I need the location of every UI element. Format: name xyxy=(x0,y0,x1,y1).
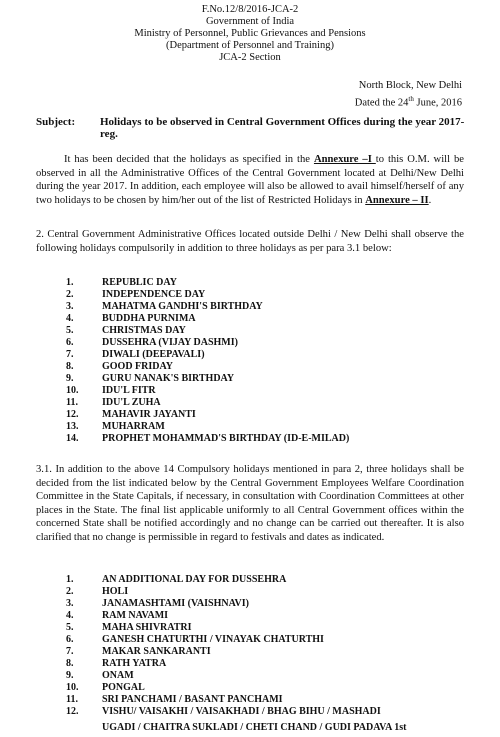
place-line: North Block, New Delhi xyxy=(358,80,462,91)
annexure-2-link: Annexure – II xyxy=(365,194,429,206)
holiday-number: 3. xyxy=(66,301,74,312)
holiday-name: GURU NANAK'S BIRTHDAY xyxy=(102,373,235,384)
holiday-name: IDU'L FITR xyxy=(102,385,156,396)
holiday-number: 11. xyxy=(66,694,78,705)
holiday-name: REPUBLIC DAY xyxy=(102,277,177,288)
holiday-name: MAKAR SANKARANTI xyxy=(102,646,211,657)
holiday-number: 3. xyxy=(66,598,74,609)
holiday-name: INDEPENDENCE DAY xyxy=(102,289,206,300)
holiday-name: AN ADDITIONAL DAY FOR DUSSEHRA xyxy=(102,574,287,585)
holiday-item xyxy=(66,421,349,433)
paragraph-1: It has been decided that the holidays as specified in the Annexure –I to this O.M. will be observed in all the Administrative Offices of the Central Government located at Delhi/New Delhi during the year 2017. In addition, each employee will also be allowed to avail himself/herself of any two holidays to be chosen by him/her out of the list of Restricted Holidays in Annexure – II. xyxy=(36,154,464,206)
holiday-item xyxy=(66,622,381,634)
government-line: Government of India xyxy=(205,16,295,27)
holiday-name: SRI PANCHAMI / BASANT PANCHAMI xyxy=(102,694,283,705)
holiday-number: 2. xyxy=(66,289,74,300)
holiday-number: 4. xyxy=(66,610,74,621)
holiday-item xyxy=(66,658,381,670)
holiday-name: RAM NAVAMI xyxy=(102,610,169,621)
holiday-item xyxy=(66,682,381,694)
holiday-item xyxy=(66,670,381,682)
holiday-number: 8. xyxy=(66,658,74,669)
paragraph-3-1: 3.1. In addition to the above 14 Compulsory holidays mentioned in para 2, three holidays shall be decided from the list indicated below by the Central Government Employees Welfare Coordination Committee in the State Capitals, if necessary, in consultation with Coordination Committees at other places in the State. The final list applicable uniformly to all Central Government offices within the concerned State shall be notified accordingly and no change can be carried out thereafter. It is also clarified that no change is permissible in regard to festivals and dates as indicated. xyxy=(36,464,464,543)
holiday-number: 6. xyxy=(66,337,74,348)
holiday-number: 6. xyxy=(66,634,74,645)
holiday-item xyxy=(66,397,349,409)
holiday-item xyxy=(66,586,381,598)
holiday-name: JANAMASHTAMI (VAISHNAVI) xyxy=(102,598,249,609)
holiday-number: 8. xyxy=(66,361,74,372)
holiday-number: 1. xyxy=(66,277,74,288)
holiday-item xyxy=(66,706,381,718)
holiday-number: 14. xyxy=(66,433,79,444)
holiday-name: GOOD FRIDAY xyxy=(102,361,174,372)
holiday-number: 12. xyxy=(66,409,79,420)
holiday-item xyxy=(66,337,349,349)
holiday-number: 12. xyxy=(66,706,79,717)
holiday-number: 10. xyxy=(66,682,79,693)
holiday-item xyxy=(66,349,349,361)
holiday-item xyxy=(66,361,349,373)
holiday-name: PROPHET MOHAMMAD'S BIRTHDAY (ID-E-MILAD) xyxy=(102,433,350,444)
holiday-item xyxy=(66,574,381,586)
holiday-item xyxy=(66,301,349,313)
holiday-item xyxy=(66,409,349,421)
holiday-name: DIWALI (DEEPAVALI) xyxy=(102,349,205,360)
date-line: Dated the 24th June, 2016 xyxy=(354,95,462,109)
holiday-item xyxy=(66,313,349,325)
compulsory-holiday-list xyxy=(66,277,349,445)
holiday-item xyxy=(66,646,381,658)
holiday-name: BUDDHA PURNIMA xyxy=(102,313,196,324)
holiday-item xyxy=(66,598,381,610)
holiday-item xyxy=(66,325,349,337)
optional-holiday-continuation: UGADI / CHAITRA SUKLADI / CHETI CHAND / GUDI PADAVA 1st xyxy=(102,722,407,733)
paragraph-2: 2. Central Government Administrative Offices located outside Delhi / New Delhi shall observe the following holidays compulsorily in addition to three holidays as per para 3.1 below: xyxy=(36,229,464,254)
optional-holiday-list xyxy=(66,574,381,718)
subject-text: Holidays to be observed in Central Government Offices during the year 2017- reg. xyxy=(100,116,465,140)
holiday-number: 2. xyxy=(66,586,74,597)
holiday-name: MAHAVIR JAYANTI xyxy=(102,409,196,420)
holiday-item xyxy=(66,289,349,301)
holiday-name: MUHARRAM xyxy=(102,421,165,432)
holiday-number: 1. xyxy=(66,574,74,585)
holiday-number: 5. xyxy=(66,622,74,633)
holiday-number: 4. xyxy=(66,313,74,324)
holiday-name: GANESH CHATURTHI / VINAYAK CHATURTHI xyxy=(102,634,324,645)
holiday-number: 13. xyxy=(66,421,79,432)
holiday-number: 10. xyxy=(66,385,79,396)
holiday-item xyxy=(66,694,381,706)
file-number: F.No.12/8/2016-JCA-2 xyxy=(201,4,299,15)
holiday-name: RATH YATRA xyxy=(102,658,167,669)
ministry-line: Ministry of Personnel, Public Grievances and Pensions xyxy=(134,28,366,39)
department-line: (Department of Personnel and Training) xyxy=(166,40,334,51)
holiday-item xyxy=(66,385,349,397)
holiday-name: HOLI xyxy=(102,586,129,597)
subject-label: Subject: xyxy=(36,116,76,128)
holiday-name: CHRISTMAS DAY xyxy=(102,325,186,336)
holiday-item xyxy=(66,610,381,622)
holiday-name: ONAM xyxy=(102,670,134,681)
holiday-item xyxy=(66,634,381,646)
holiday-name: PONGAL xyxy=(102,682,145,693)
section-line: JCA-2 Section xyxy=(219,52,281,63)
holiday-item xyxy=(66,277,349,289)
holiday-item xyxy=(66,373,349,385)
holiday-number: 5. xyxy=(66,325,74,336)
holiday-name: MAHA SHIVRATRI xyxy=(102,622,192,633)
holiday-number: 9. xyxy=(66,670,74,681)
holiday-name: IDU'L ZUHA xyxy=(102,397,161,408)
holiday-item xyxy=(66,433,349,445)
annexure-1-link: Annexure –I xyxy=(313,154,376,165)
holiday-name: MAHATMA GANDHI'S BIRTHDAY xyxy=(102,301,263,312)
holiday-number: 7. xyxy=(66,349,74,360)
holiday-number: 7. xyxy=(66,646,74,657)
holiday-number: 11. xyxy=(66,397,78,408)
holiday-name: DUSSEHRA (VIJAY DASHMI) xyxy=(102,337,238,348)
holiday-name: VISHU/ VAISAKHI / VAISAKHADI / BHAG BIHU / MASHADI xyxy=(102,706,381,717)
holiday-number: 9. xyxy=(66,373,74,384)
